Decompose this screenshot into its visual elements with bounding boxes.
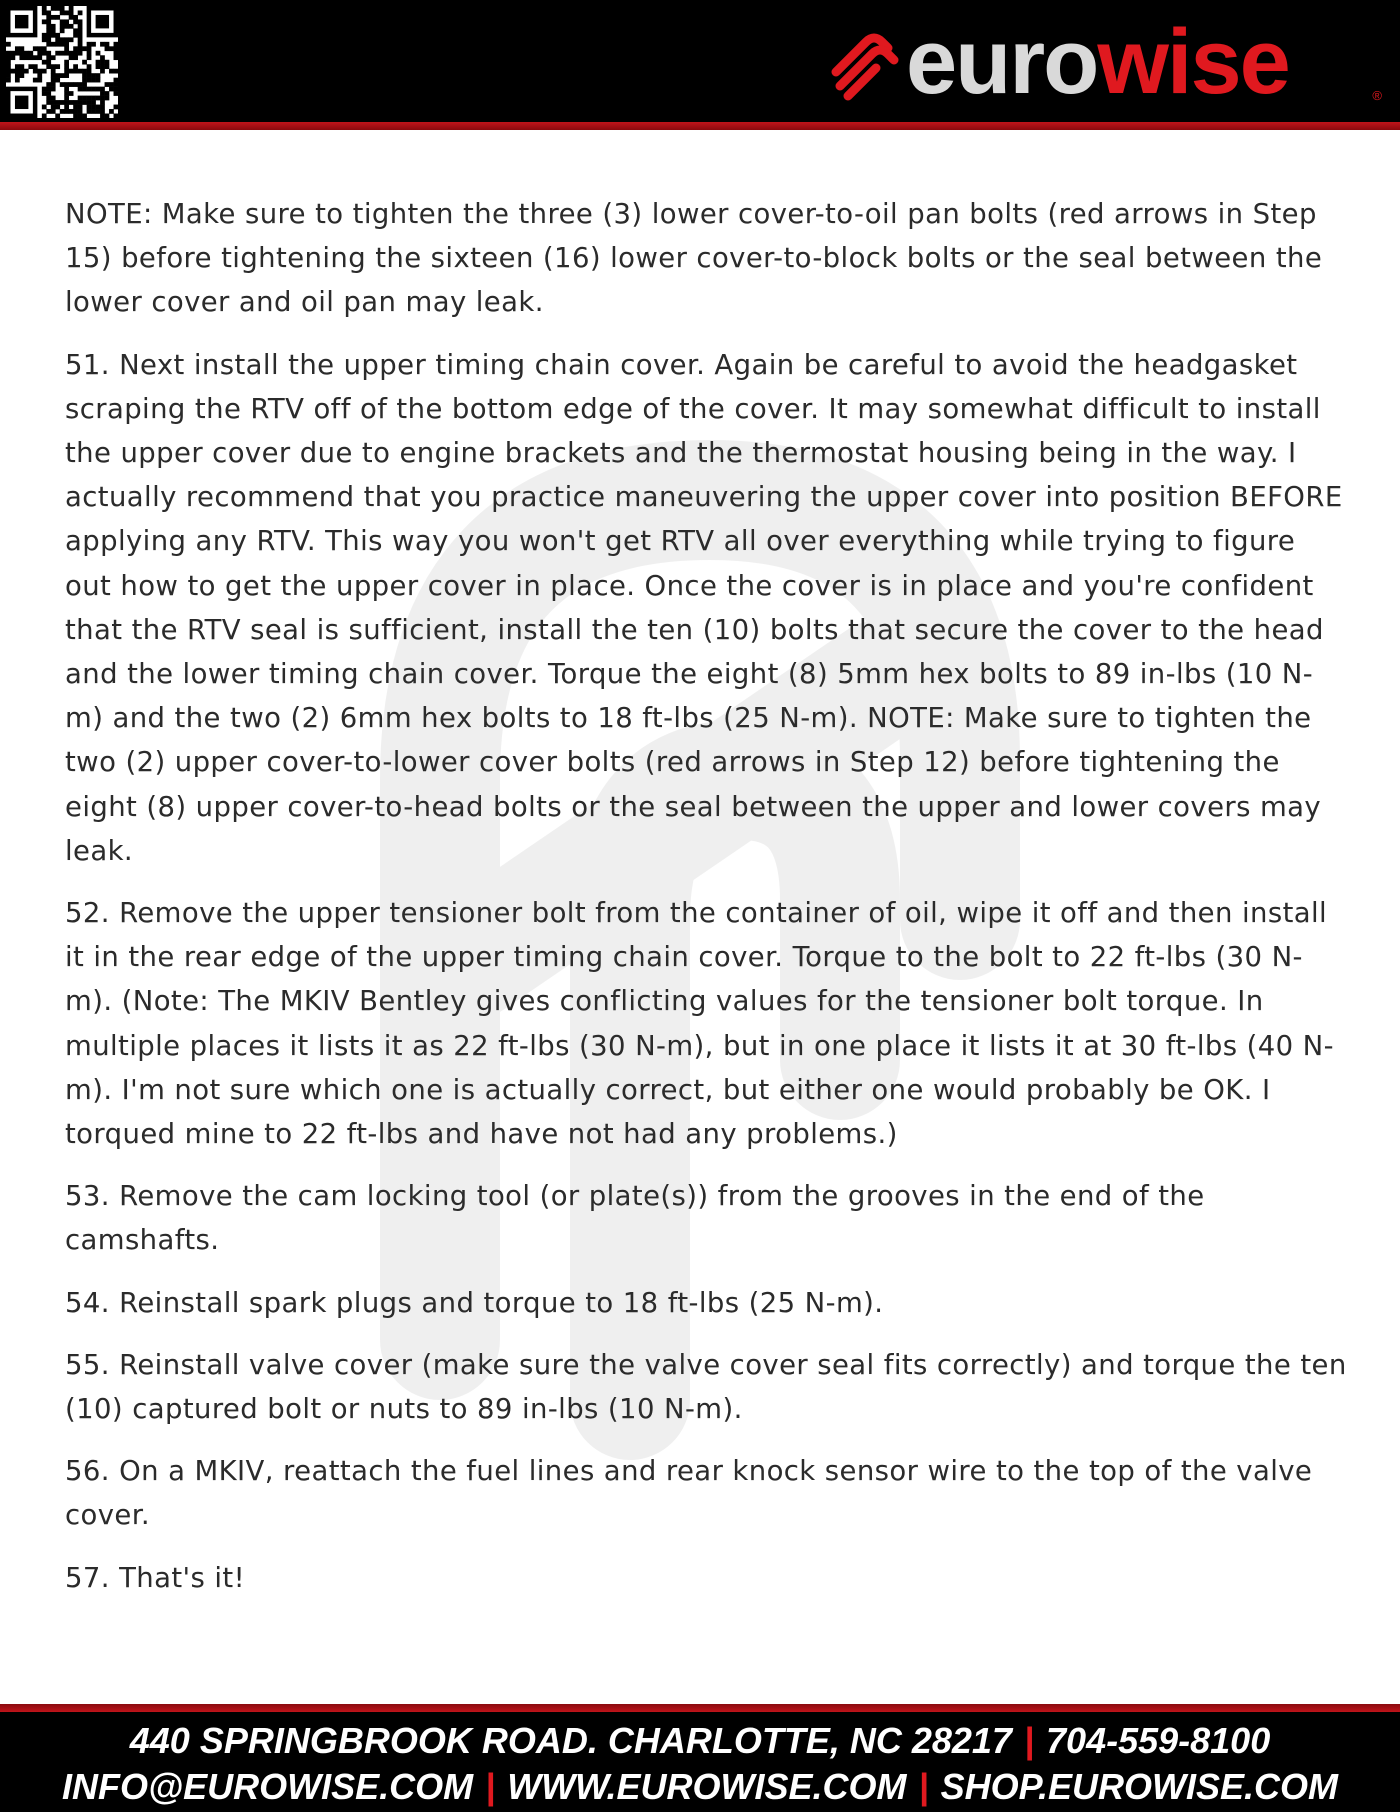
eurowise-logo[interactable] (822, 10, 1382, 113)
registered-mark: ® (1372, 88, 1382, 103)
instructions-body (65, 192, 1350, 1618)
eurowise-mark-icon (822, 22, 906, 106)
footer-links-line (0, 1764, 1400, 1810)
footer-separator: | (918, 1766, 929, 1807)
note-paragraph: NOTE: Make sure to tighten the three (3) lower cover-to-oil pan bolts (red arrows in Step 15) before tightening the sixteen (16) lower cover-to-block bolts or the seal between the lower cover and oil pan may leak. (65, 198, 1323, 319)
header-red-stripe (0, 122, 1400, 130)
step-55-paragraph: 55. Reinstall valve cover (make sure the valve cover seal fits correctly) and torque the ten (10) captured bolt or nuts to 89 in-lbs (10 N-m). (65, 1348, 1347, 1426)
page-footer (0, 1712, 1400, 1812)
footer-separator: | (485, 1766, 496, 1807)
step-51-paragraph: 51. Next install the upper timing chain cover. Again be careful to avoid the headgasket scraping the RTV off of the bottom edge of the cover. It may somewhat difficult to install the upper cover due to engine brackets and the thermostat housing being in the way. I actually recommend that you practice maneuvering the upper cover into position BEFORE applying any RTV. This way you won't get RTV all over everything while trying to figure out how to get the upper cover in place. Once the cover is in place and you're confident that the RTV seal is sufficient, install the ten (10) bolts that secure the cover to the head and the lower timing chain cover. Torque the eight (8) 5mm hex bolts to 89 in-lbs (10 N-m) and the two (2) 6mm hex bolts to 18 ft-lbs (25 N-m). NOTE: Make sure to tighten the two (2) upper cover-to-lower cover bolts (red arrows in Step 12) before tightening the eight (8) upper cover-to-head bolts or the seal between the upper and lower covers may leak. (65, 348, 1343, 867)
footer-phone[interactable]: 704-559-8100 (1046, 1720, 1271, 1761)
footer-separator: | (1023, 1720, 1035, 1761)
footer-contact-line (0, 1718, 1400, 1764)
logo-wordmark (906, 12, 1289, 112)
logo-euro: euro (906, 11, 1098, 113)
footer-shop-link[interactable]: SHOP.EUROWISE.COM (940, 1766, 1338, 1807)
footer-address: 440 SPRINGBROOK ROAD. CHARLOTTE, NC 28217 (129, 1720, 1012, 1761)
step-53-paragraph: 53. Remove the cam locking tool (or plate(s)) from the grooves in the end of the camshafts. (65, 1180, 1205, 1257)
step-52-paragraph: 52. Remove the upper tensioner bolt from the container of oil, wipe it off and then install it in the rear edge of the upper timing chain cover. Torque to the bolt to 22 ft-lbs (30 N-m). (Note: The MKIV Bentley gives conflicting values for the tensioner bolt torque. In multiple places it lists it as 22 ft-lbs (30 N-m), but in one place it lists it at 30 ft-lbs (40 N-m). I'm not sure which one is actually correct, but either one would probably be OK. I torqued mine to 22 ft-lbs and have not had any problems.) (65, 897, 1334, 1151)
footer-red-stripe (0, 1704, 1400, 1712)
qr-code-icon[interactable] (6, 6, 118, 118)
logo-wise: wise (1097, 11, 1289, 113)
step-54-paragraph: 54. Reinstall spark plugs and torque to 18 ft-lbs (25 N-m). (65, 1286, 884, 1319)
step-56-paragraph: 56. On a MKIV, reattach the fuel lines and rear knock sensor wire to the top of the valve cover. (65, 1455, 1313, 1532)
page-header (0, 0, 1400, 122)
footer-email-link[interactable]: INFO@EUROWISE.COM (62, 1766, 474, 1807)
step-57-paragraph: 57. That's it! (65, 1561, 246, 1594)
footer-website-link[interactable]: WWW.EUROWISE.COM (507, 1766, 907, 1807)
